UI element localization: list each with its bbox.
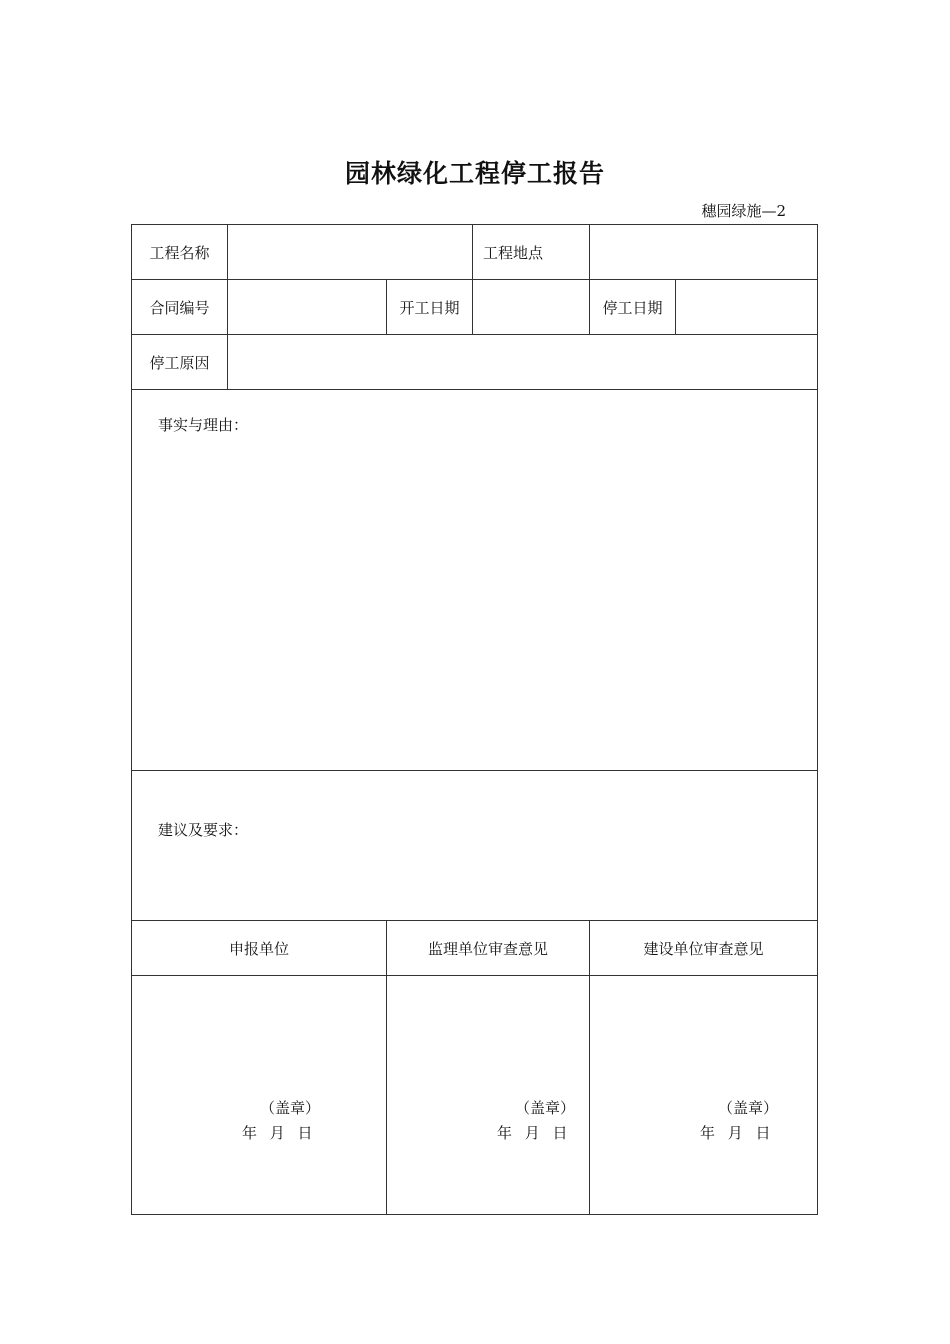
- suggestions-field[interactable]: [132, 771, 818, 921]
- row-suggestions: [132, 771, 818, 921]
- owner-sign-field[interactable]: [590, 976, 818, 1215]
- supervisor-review-header: 监理单位审查意见: [387, 921, 590, 976]
- stop-work-report-form: [131, 224, 818, 1215]
- stop-date-label: 停工日期: [590, 280, 676, 335]
- document-title: 园林绿化工程停工报告: [344, 159, 605, 188]
- row-reason: [132, 335, 818, 390]
- stop-reason-label: 停工原因: [132, 335, 228, 390]
- row-facts: [132, 390, 818, 771]
- owner-review-header: 建设单位审查意见: [590, 921, 818, 976]
- suggestions-label: 建议及要求：: [158, 821, 249, 839]
- owner-seal-text: （盖章）: [718, 1099, 779, 1117]
- row-contract: [132, 280, 818, 335]
- project-name-field[interactable]: [228, 225, 473, 280]
- facts-field[interactable]: [132, 390, 818, 771]
- start-date-label: 开工日期: [387, 280, 473, 335]
- row-project: [132, 225, 818, 280]
- contract-number-label: 合同编号: [132, 280, 228, 335]
- project-name-label: 工程名称: [132, 225, 228, 280]
- applicant-date-text: 年 月 日: [242, 1124, 313, 1142]
- stop-reason-field[interactable]: [228, 335, 818, 390]
- row-approval-headers: [132, 921, 818, 976]
- stop-date-field[interactable]: [676, 280, 818, 335]
- supervisor-date-text: 年 月 日: [497, 1124, 568, 1142]
- contract-number-field[interactable]: [228, 280, 387, 335]
- applicant-seal-text: （盖章）: [260, 1099, 321, 1117]
- project-location-field[interactable]: [590, 225, 818, 280]
- facts-label: 事实与理由：: [158, 416, 249, 434]
- row-approval-signatures: [132, 976, 818, 1215]
- project-location-label: 工程地点: [473, 225, 590, 280]
- applicant-sign-field[interactable]: [132, 976, 387, 1215]
- owner-date-text: 年 月 日: [700, 1124, 771, 1142]
- start-date-field[interactable]: [473, 280, 590, 335]
- supervisor-sign-field[interactable]: [387, 976, 590, 1215]
- supervisor-seal-text: （盖章）: [515, 1099, 576, 1117]
- form-code: 穗园绿施—2: [701, 202, 786, 220]
- applicant-header: 申报单位: [132, 921, 387, 976]
